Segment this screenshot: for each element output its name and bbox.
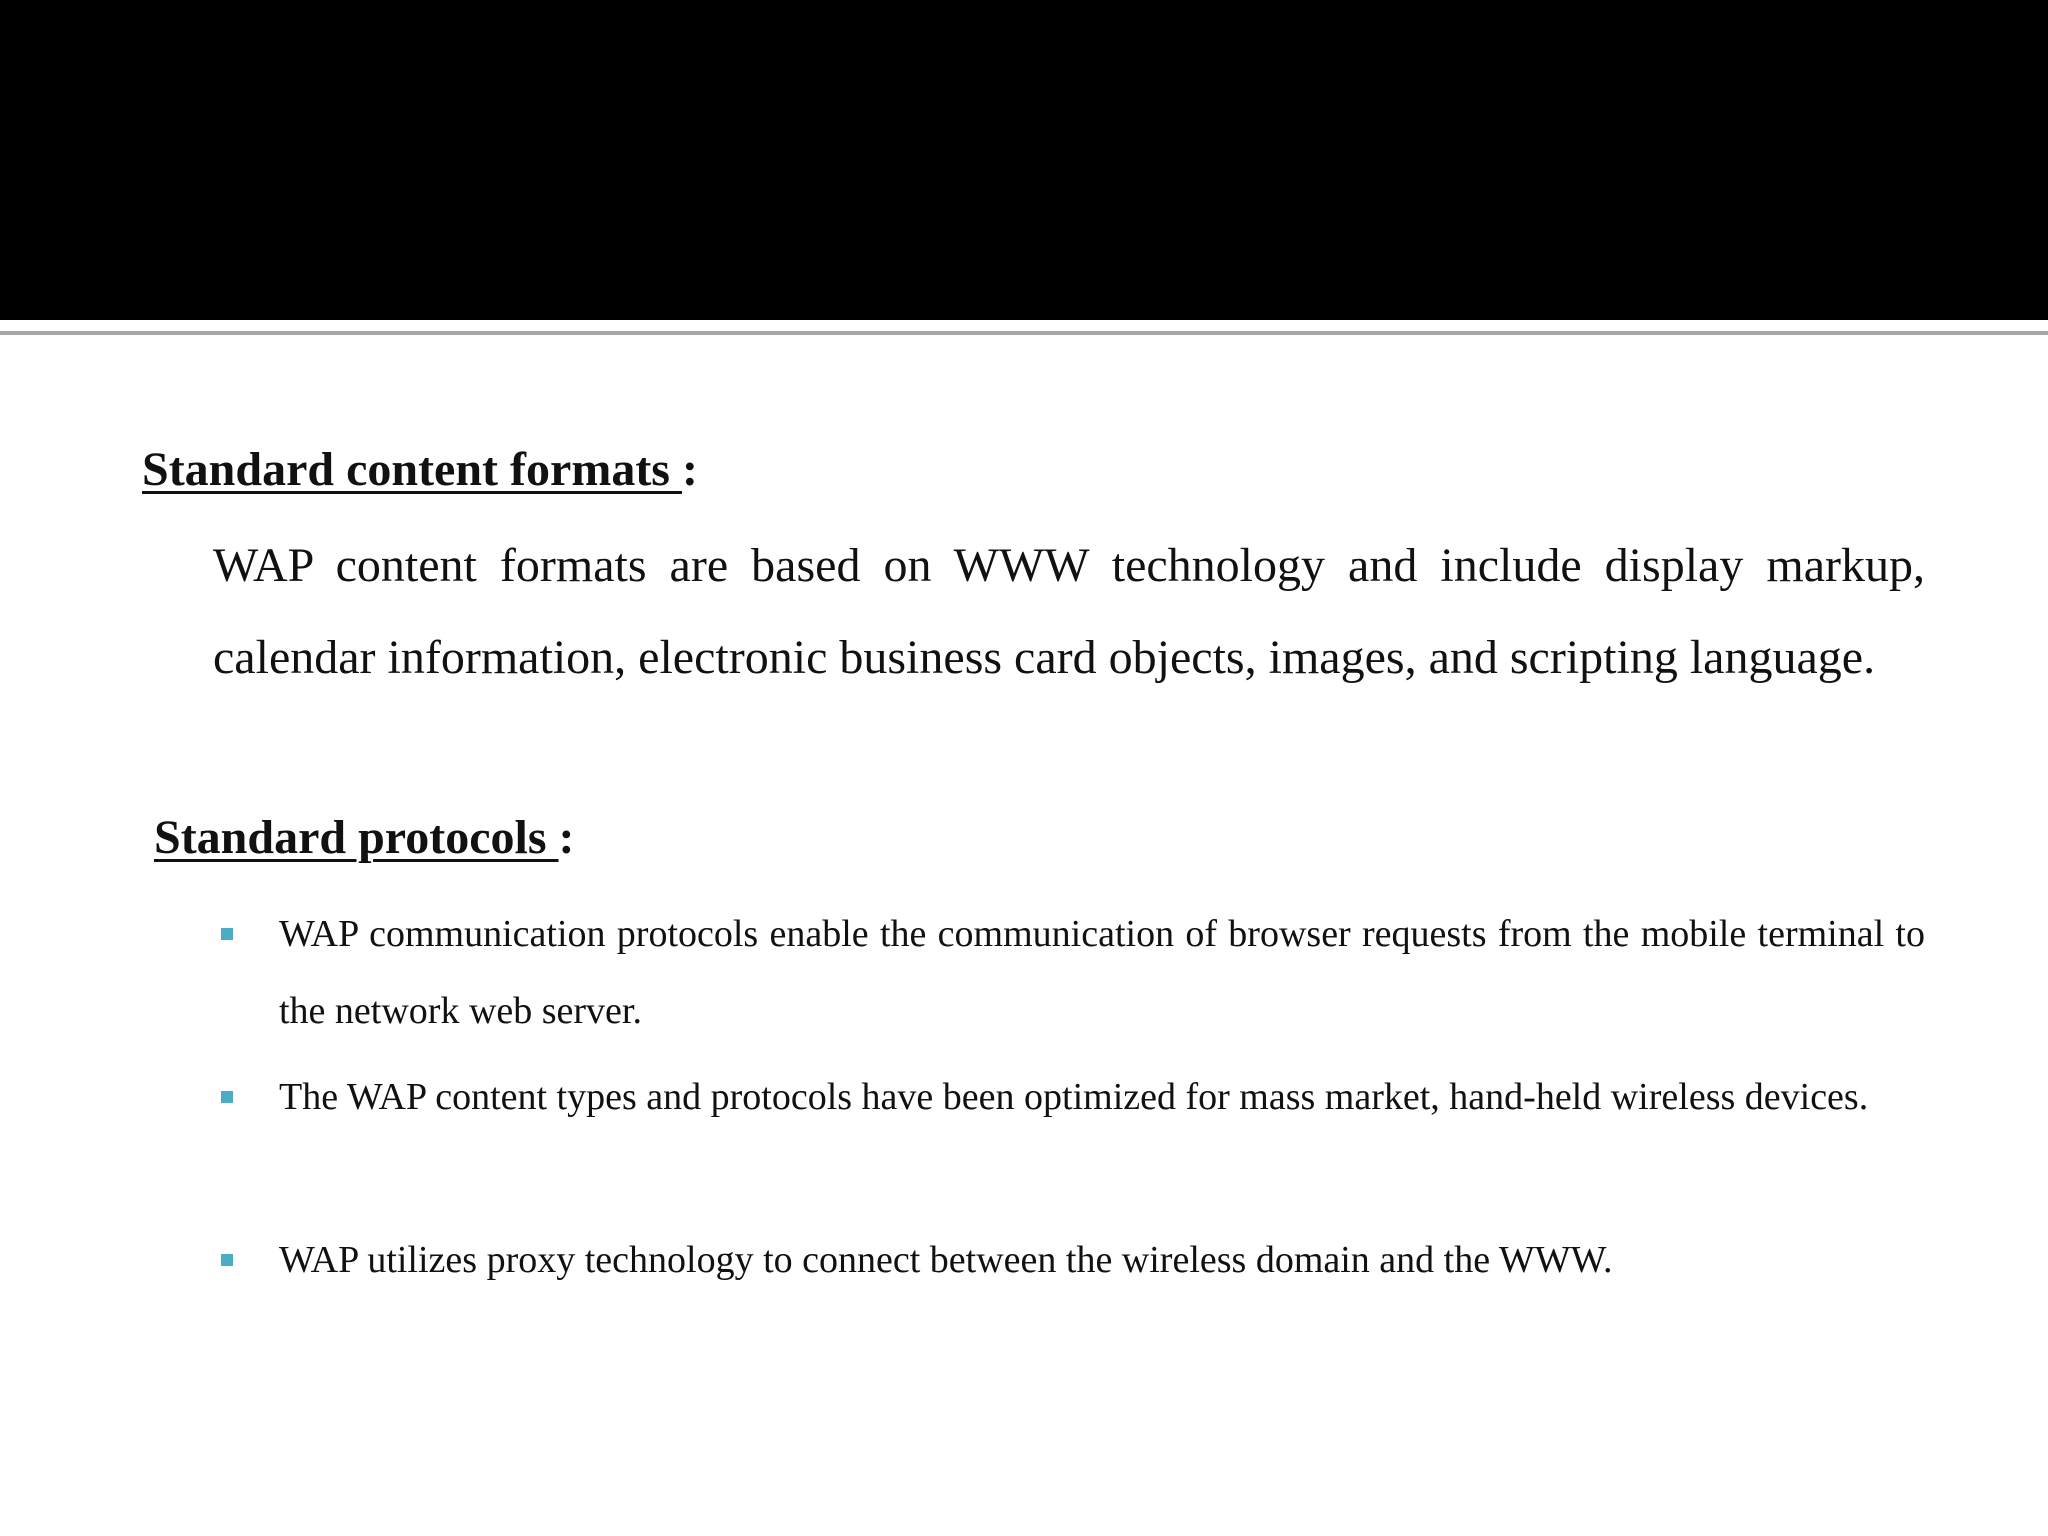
bullet-item: The WAP content types and protocols have been optimized for mass market, hand-held wireless devices.	[279, 1076, 1869, 1118]
square-bullet-icon	[221, 928, 233, 940]
heading-content-formats	[142, 442, 698, 498]
heading-protocols-colon: :	[558, 811, 575, 864]
square-bullet-icon	[221, 1254, 233, 1266]
title-bar	[0, 0, 2048, 320]
bullet-item: WAP utilizes proxy technology to connect between the wireless domain and the WWW.	[279, 1239, 1613, 1281]
bullet-item: WAP communication protocols enable the communication of browser requests from the mobile terminal to the network web server.	[279, 913, 1925, 1032]
heading-protocols	[154, 810, 575, 866]
heading-protocols-text: Standard protocols	[154, 811, 559, 864]
heading-content-formats-colon: :	[681, 443, 698, 496]
square-bullet-icon	[221, 1091, 233, 1103]
heading-content-formats-text: Standard content formats	[142, 443, 682, 496]
content-formats-paragraph: WAP content formats are based on WWW technology and include display markup, calendar information, electronic business card objects, images, and scripting language.	[213, 539, 1925, 684]
title-divider	[0, 331, 2048, 335]
